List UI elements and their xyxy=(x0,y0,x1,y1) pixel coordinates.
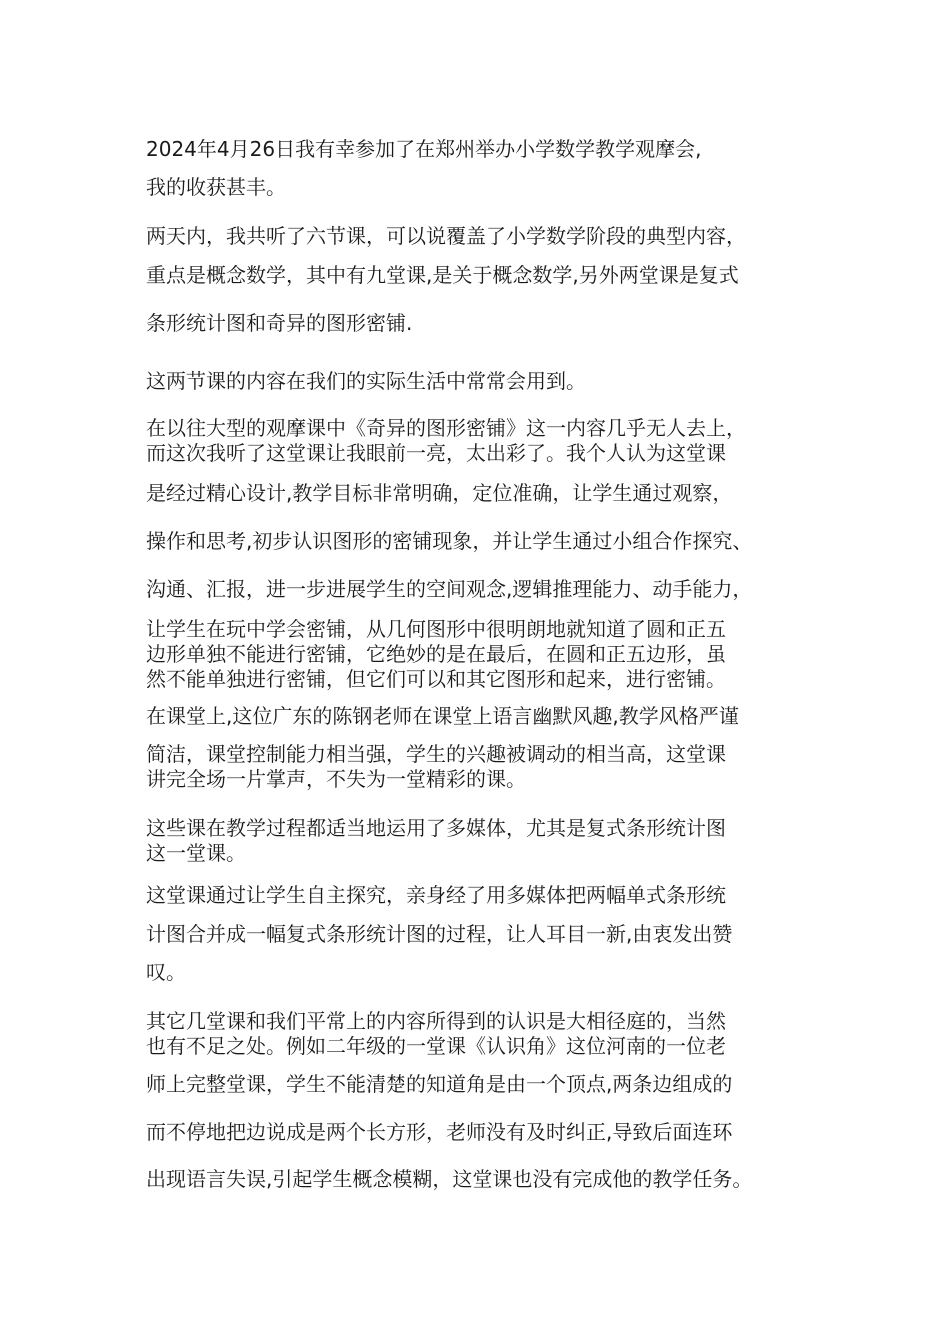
text-line: 边形单独不能进行密铺，它绝妙的是在最后，在圆和正五边形，虽 xyxy=(146,642,726,666)
text-line: 叹。 xyxy=(146,960,186,984)
text-line: 而不停地把边说成是两个长方形，老师没有及时纠正,导致后面连环 xyxy=(146,1120,733,1144)
text-line: 两天内，我共听了六节课，可以说覆盖了小学数学阶段的典型内容， xyxy=(146,224,746,248)
text-line: 计图合并成一幅复式条形统计图的过程，让人耳目一新,由衷发出赞 xyxy=(146,922,733,946)
text-line: 这些课在教学过程都适当地运用了多媒体，尤其是复式条形统计图 xyxy=(146,816,726,840)
text-line: 也有不足之处。例如二年级的一堂课《认识角》这位河南的一位老 xyxy=(146,1034,726,1058)
text-line: 我的收获甚丰。 xyxy=(146,175,286,199)
text-line: 是经过精心设计,教学目标非常明确，定位准确，让学生通过观察， xyxy=(146,481,733,505)
text-line: 这一堂课。 xyxy=(146,841,246,865)
text-line: 然不能单独进行密铺，但它们可以和其它图形和起来，进行密铺。 xyxy=(146,667,726,691)
text-line: 重点是概念数学，其中有九堂课,是关于概念数学,另外两堂课是复式 xyxy=(146,263,739,287)
text-line: 操作和思考,初步认识图形的密铺现象，并让学生通过小组合作探究、 xyxy=(146,529,753,553)
text-line: 2024年4月26日我有幸参加了在郑州举办小学数学教学观摩会, xyxy=(146,137,702,161)
text-line: 这堂课通过让学生自主探究，亲身经了用多媒体把两幅单式条形统 xyxy=(146,883,726,907)
text-line: 在课堂上,这位广东的陈钢老师在课堂上语言幽默风趣,教学风格严谨 xyxy=(146,704,739,728)
text-line: 而这次我听了这堂课让我眼前一亮，太出彩了。我个人认为这堂课 xyxy=(146,441,726,465)
text-line: 讲完全场一片掌声，不失为一堂精彩的课。 xyxy=(146,767,526,791)
text-line: 这两节课的内容在我们的实际生活中常常会用到。 xyxy=(146,369,586,393)
text-line: 简洁，课堂控制能力相当强，学生的兴趣被调动的相当高，这堂课 xyxy=(146,742,726,766)
text-line: 让学生在玩中学会密铺，从几何图形中很明朗地就知道了圆和正五 xyxy=(146,617,726,641)
text-line: 在以往大型的观摩课中《奇异的图形密铺》这一内容几乎无人去上， xyxy=(146,416,746,440)
text-line: 沟通、汇报，进一步进展学生的空间观念,逻辑推理能力、动手能力， xyxy=(146,577,753,601)
text-line: 条形统计图和奇异的图形密铺. xyxy=(146,311,413,335)
text-line: 师上完整堂课，学生不能清楚的知道角是由一个顶点,两条边组成的 xyxy=(146,1072,733,1096)
text-line: 出现语言失误,引起学生概念模糊，这堂课也没有完成他的教学任务。 xyxy=(146,1167,753,1191)
text-line: 其它几堂课和我们平常上的内容所得到的认识是大相径庭的，当然 xyxy=(146,1009,726,1033)
